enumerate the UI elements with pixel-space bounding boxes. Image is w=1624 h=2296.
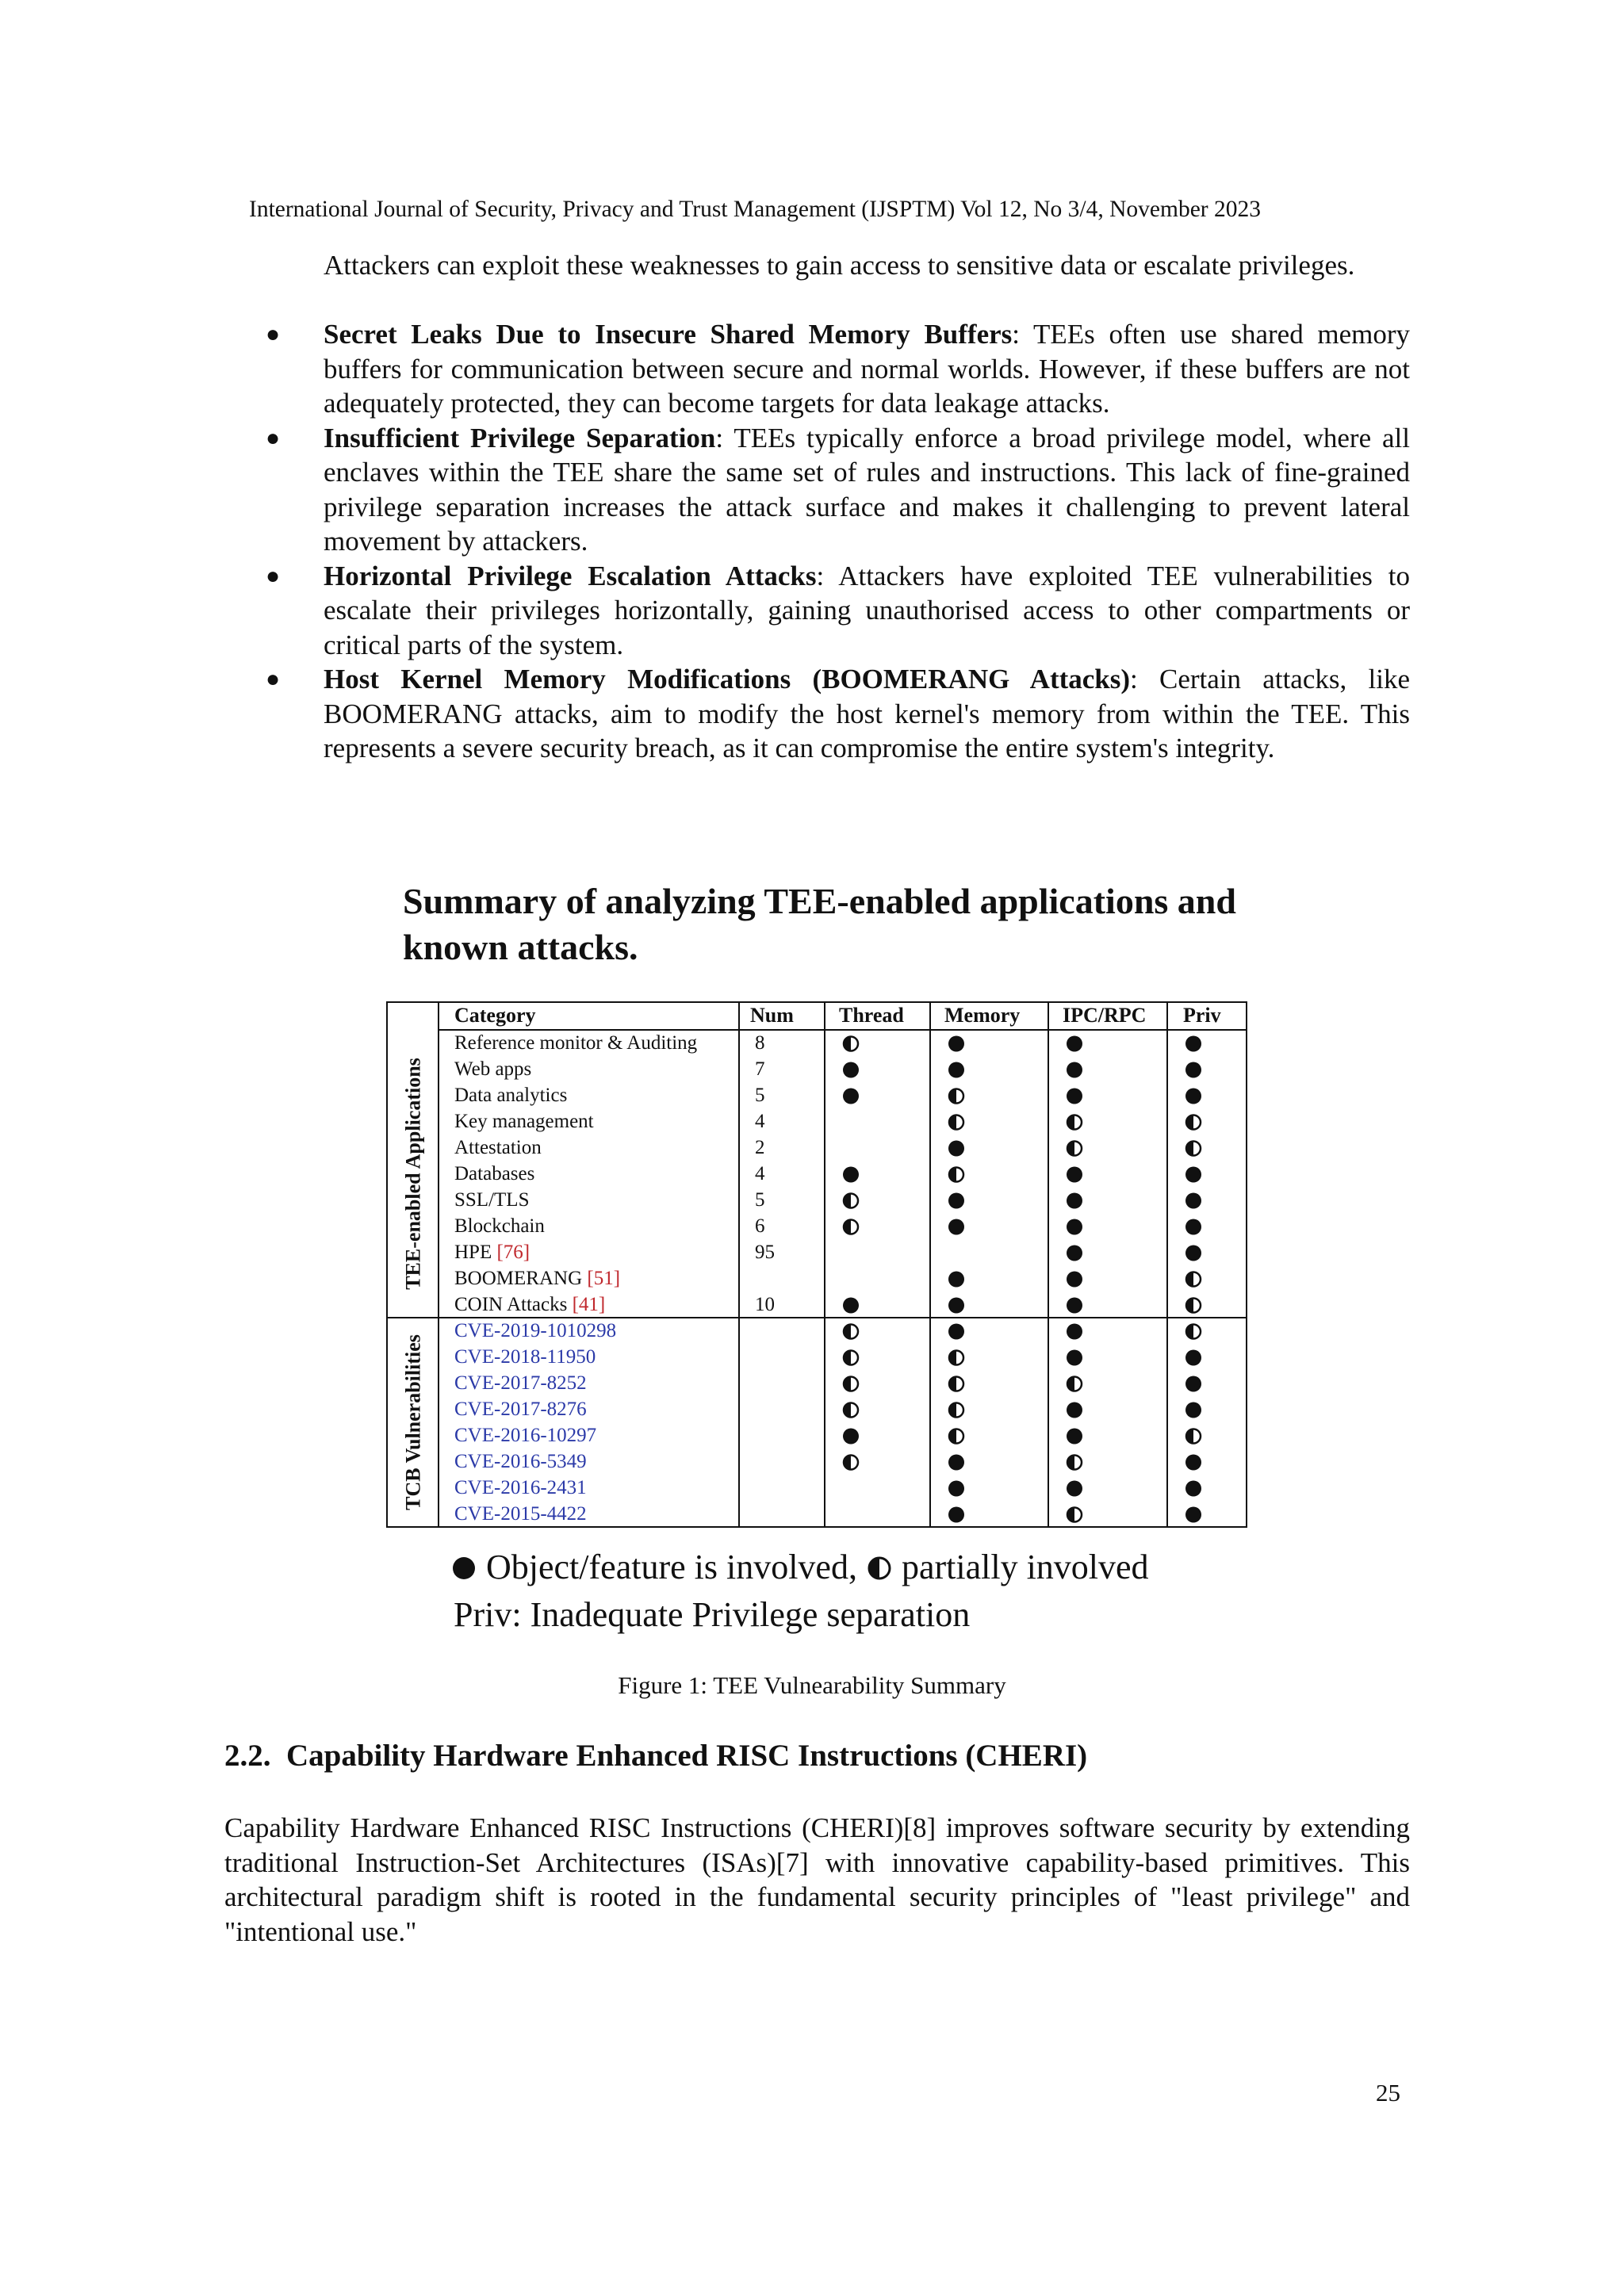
figure (381, 869, 1253, 1650)
body-paragraph: Capability Hardware Enhanced RISC Instructions (CHERI)[8] improves software security by extending traditional Instruction-Set Architectures (ISAs)[7] with innovative capability-based primitives. This architectural paradigm shift is rooted in the fundamental security principles of "least privilege" and "intentional use." (224, 1812, 1410, 1947)
figure-caption: Figure 1: TEE Vulnearability Summary (618, 1671, 1006, 1699)
row-category: CVE-2017-8252 (454, 1372, 587, 1394)
bullet-item (266, 317, 1410, 421)
row-category: Blockchain (454, 1215, 545, 1237)
section-number: 2.2. (224, 1739, 271, 1773)
full-mark (948, 1272, 964, 1288)
full-mark (1067, 1429, 1082, 1445)
figure-title: Summary of analyzing TEE-enabled applications and known attacks. (403, 881, 1236, 967)
full-mark (1185, 1036, 1201, 1052)
row-num: 6 (755, 1215, 765, 1237)
row-category: HPE [76] (454, 1242, 530, 1263)
row-num: 95 (755, 1242, 775, 1263)
full-mark (948, 1455, 964, 1471)
row-category: CVE-2018-11950 (454, 1346, 596, 1368)
bullet-title: Host Kernel Memory Modifications (BOOMERANG Attacks) (324, 664, 1131, 695)
row-category: Web apps (454, 1058, 532, 1080)
bullet-title: Insufficient Privilege Separation (324, 422, 716, 453)
row-num: 5 (755, 1189, 765, 1211)
full-mark (948, 1193, 964, 1209)
row-reference: [41] (567, 1294, 606, 1315)
bullet-text: : TEEs often use shared memory buffers for communication between secure and normal worlds. However, if these buffers are not adequately protected, they can become targets for data leakage attacks. (324, 319, 1410, 419)
bullet-item (266, 421, 1410, 559)
section-title: Capability Hardware Enhanced RISC Instructions (CHERI) (286, 1739, 1088, 1773)
column-header: Category (454, 1004, 536, 1027)
full-mark (1185, 1062, 1201, 1078)
full-mark (1067, 1402, 1082, 1418)
full-mark (843, 1089, 859, 1104)
full-mark (1067, 1481, 1082, 1497)
full-mark (1185, 1167, 1201, 1183)
row-num: 5 (755, 1085, 765, 1106)
full-mark (1185, 1376, 1201, 1392)
row-category: Databases (454, 1163, 535, 1184)
bullet-item (266, 559, 1410, 663)
row-category: CVE-2017-8276 (454, 1399, 587, 1420)
full-mark (1185, 1455, 1201, 1471)
full-mark (1067, 1272, 1082, 1288)
full-mark (1185, 1350, 1201, 1366)
full-mark (1067, 1324, 1082, 1340)
row-category: Key management (454, 1111, 594, 1132)
full-mark (1067, 1167, 1082, 1183)
column-header: Thread (839, 1004, 904, 1027)
bullet-title: Secret Leaks Due to Insecure Shared Memory Buffers (324, 319, 1013, 350)
full-mark (948, 1219, 964, 1235)
full-mark (948, 1481, 964, 1497)
full-mark (843, 1429, 859, 1445)
full-mark (1185, 1246, 1201, 1261)
legend-priv: Priv: Inadequate Privilege separation (454, 1595, 971, 1634)
row-reference: [76] (492, 1242, 530, 1263)
row-category: CVE-2016-10297 (454, 1425, 597, 1446)
continuation-text: Attackers can exploit these weaknesses to gain access to sensitive data or escalate privileges. (324, 250, 1355, 281)
bullet-item (266, 662, 1410, 766)
row-num: 4 (755, 1111, 765, 1132)
full-mark (1185, 1193, 1201, 1209)
row-num: 2 (755, 1137, 765, 1158)
full-mark (948, 1062, 964, 1078)
legend-full-label: Object/feature is involved, (486, 1548, 857, 1586)
row-reference: [51] (582, 1268, 621, 1289)
full-mark (843, 1298, 859, 1314)
row-category: SSL/TLS (454, 1189, 530, 1211)
full-mark (1067, 1246, 1082, 1261)
full-mark (1067, 1350, 1082, 1366)
bullet-title: Horizontal Privilege Escalation Attacks (324, 560, 817, 591)
row-category: CVE-2015-4422 (454, 1503, 587, 1525)
bullet-text: : Certain attacks, like BOOMERANG attacks, aim to modify the host kernel's memory from within the TEE. This represents a severe security breach, as it can compromise the entire system's integrity. (324, 664, 1410, 763)
bullet-dot-icon: ● (266, 424, 281, 451)
column-header: Priv (1183, 1004, 1221, 1027)
section-heading (224, 1738, 1087, 1774)
row-num: 8 (755, 1032, 765, 1054)
group-label: TEE-enabled Applications (401, 1058, 425, 1290)
full-mark (1067, 1193, 1082, 1209)
column-header: Num (750, 1004, 794, 1027)
full-mark (948, 1036, 964, 1052)
row-category: Attestation (454, 1137, 542, 1158)
row-category: Reference monitor & Auditing (454, 1032, 698, 1054)
page-number: 25 (1376, 2079, 1400, 2107)
column-header: Memory (944, 1004, 1021, 1027)
full-mark (948, 1324, 964, 1340)
bullet-dot-icon: ● (266, 321, 281, 347)
full-mark (948, 1141, 964, 1157)
row-category: CVE-2016-2431 (454, 1477, 587, 1498)
row-category: CVE-2019-1010298 (454, 1320, 617, 1341)
summary-table (381, 996, 1253, 1535)
half-circle-icon (866, 1555, 893, 1582)
full-mark (1185, 1219, 1201, 1235)
full-mark (843, 1062, 859, 1078)
row-category: BOOMERANG [51] (454, 1268, 621, 1289)
full-circle-icon (450, 1555, 477, 1582)
bullet-dot-icon: ● (266, 666, 281, 692)
row-num: 10 (755, 1294, 775, 1315)
column-header: IPC/RPC (1063, 1004, 1147, 1027)
row-num: 4 (755, 1163, 765, 1184)
bullet-text: : Attackers have exploited TEE vulnerabilities to escalate their privileges horizontally, gaining unauthorised access to other compartments or critical parts of the system. (324, 560, 1410, 660)
row-category: CVE-2016-5349 (454, 1451, 587, 1472)
legend-line (450, 1547, 1149, 1587)
bullet-list (266, 317, 1410, 766)
full-mark (843, 1167, 859, 1183)
full-mark (1185, 1507, 1201, 1523)
group-label: TCB Vulnerabilities (401, 1334, 425, 1510)
bullet-dot-icon: ● (266, 562, 281, 589)
row-num: 7 (755, 1058, 765, 1080)
full-mark (1067, 1089, 1082, 1104)
full-mark (1067, 1062, 1082, 1078)
row-category: Data analytics (454, 1085, 568, 1106)
legend-partial-label: partially involved (901, 1548, 1149, 1586)
row-category: COIN Attacks [41] (454, 1294, 606, 1315)
full-mark (1185, 1089, 1201, 1104)
full-mark (1067, 1036, 1082, 1052)
table-border (387, 1002, 1247, 1527)
bullet-text: : TEEs typically enforce a broad privilege model, where all enclaves within the TEE share the same set of rules and instructions. This lack of fine-grained privilege separation increases the attack surface and makes it challenging to prevent lateral movement by attackers. (324, 422, 1410, 557)
full-mark (1185, 1402, 1201, 1418)
journal-header: International Journal of Security, Privacy and Trust Management (IJSPTM) Vol 12, No 3/4, November 2023 (249, 197, 1261, 222)
full-mark (948, 1507, 964, 1523)
full-mark (1185, 1481, 1201, 1497)
full-mark (948, 1298, 964, 1314)
full-mark (1067, 1219, 1082, 1235)
full-mark (1067, 1298, 1082, 1314)
